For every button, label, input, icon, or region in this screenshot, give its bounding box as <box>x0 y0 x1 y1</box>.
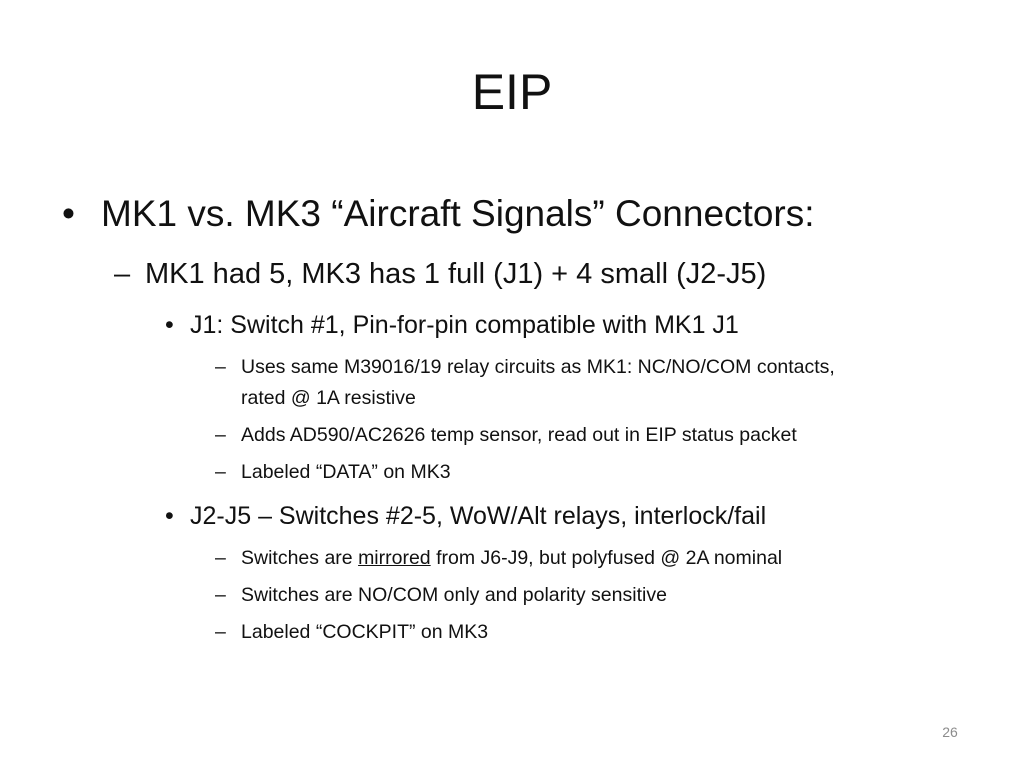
bullet-marker: • <box>165 502 174 530</box>
bullet-relay-circuits-line2: rated @ 1A resistive <box>241 387 416 409</box>
slide-number: 26 <box>942 724 958 740</box>
bullet-mirrored-underlined: mirrored <box>358 547 431 569</box>
bullet-polarity-sensitive: Switches are NO/COM only and polarity sensitive <box>241 584 667 606</box>
bullet-labeled-data: Labeled “DATA” on MK3 <box>241 461 451 483</box>
bullet-mirrored-before: Switches are <box>241 547 359 569</box>
bullet-marker: • <box>165 311 174 339</box>
bullet-marker: • <box>62 193 75 234</box>
bullet-j2-j5: J2-J5 – Switches #2-5, WoW/Alt relays, interlock/fail <box>190 502 767 530</box>
slide-title: EIP <box>471 64 553 120</box>
bullet-connector-count: MK1 had 5, MK3 has 1 full (J1) + 4 small (J2-J5) <box>145 258 767 290</box>
bullet-labeled-cockpit: Labeled “COCKPIT” on MK3 <box>241 621 489 643</box>
bullet-marker: – <box>215 356 226 378</box>
bullet-marker: – <box>215 547 226 569</box>
bullet-connectors-heading: MK1 vs. MK3 “Aircraft Signals” Connectors: <box>101 193 815 234</box>
bullet-marker: – <box>215 461 226 483</box>
bullet-mirrored-switches <box>241 543 782 573</box>
bullet-marker: – <box>215 424 226 446</box>
bullet-temp-sensor: Adds AD590/AC2626 temp sensor, read out in EIP status packet <box>241 424 797 446</box>
bullet-marker: – <box>114 258 131 290</box>
bullet-mirrored-after: from J6-J9, but polyfused @ 2A nominal <box>430 547 783 569</box>
bullet-marker: – <box>215 621 226 643</box>
bullet-j1: J1: Switch #1, Pin-for-pin compatible with MK1 J1 <box>190 311 739 339</box>
bullet-marker: – <box>215 584 226 606</box>
bullet-relay-circuits-line1: Uses same M39016/19 relay circuits as MK1: NC/NO/COM contacts, <box>241 356 835 378</box>
